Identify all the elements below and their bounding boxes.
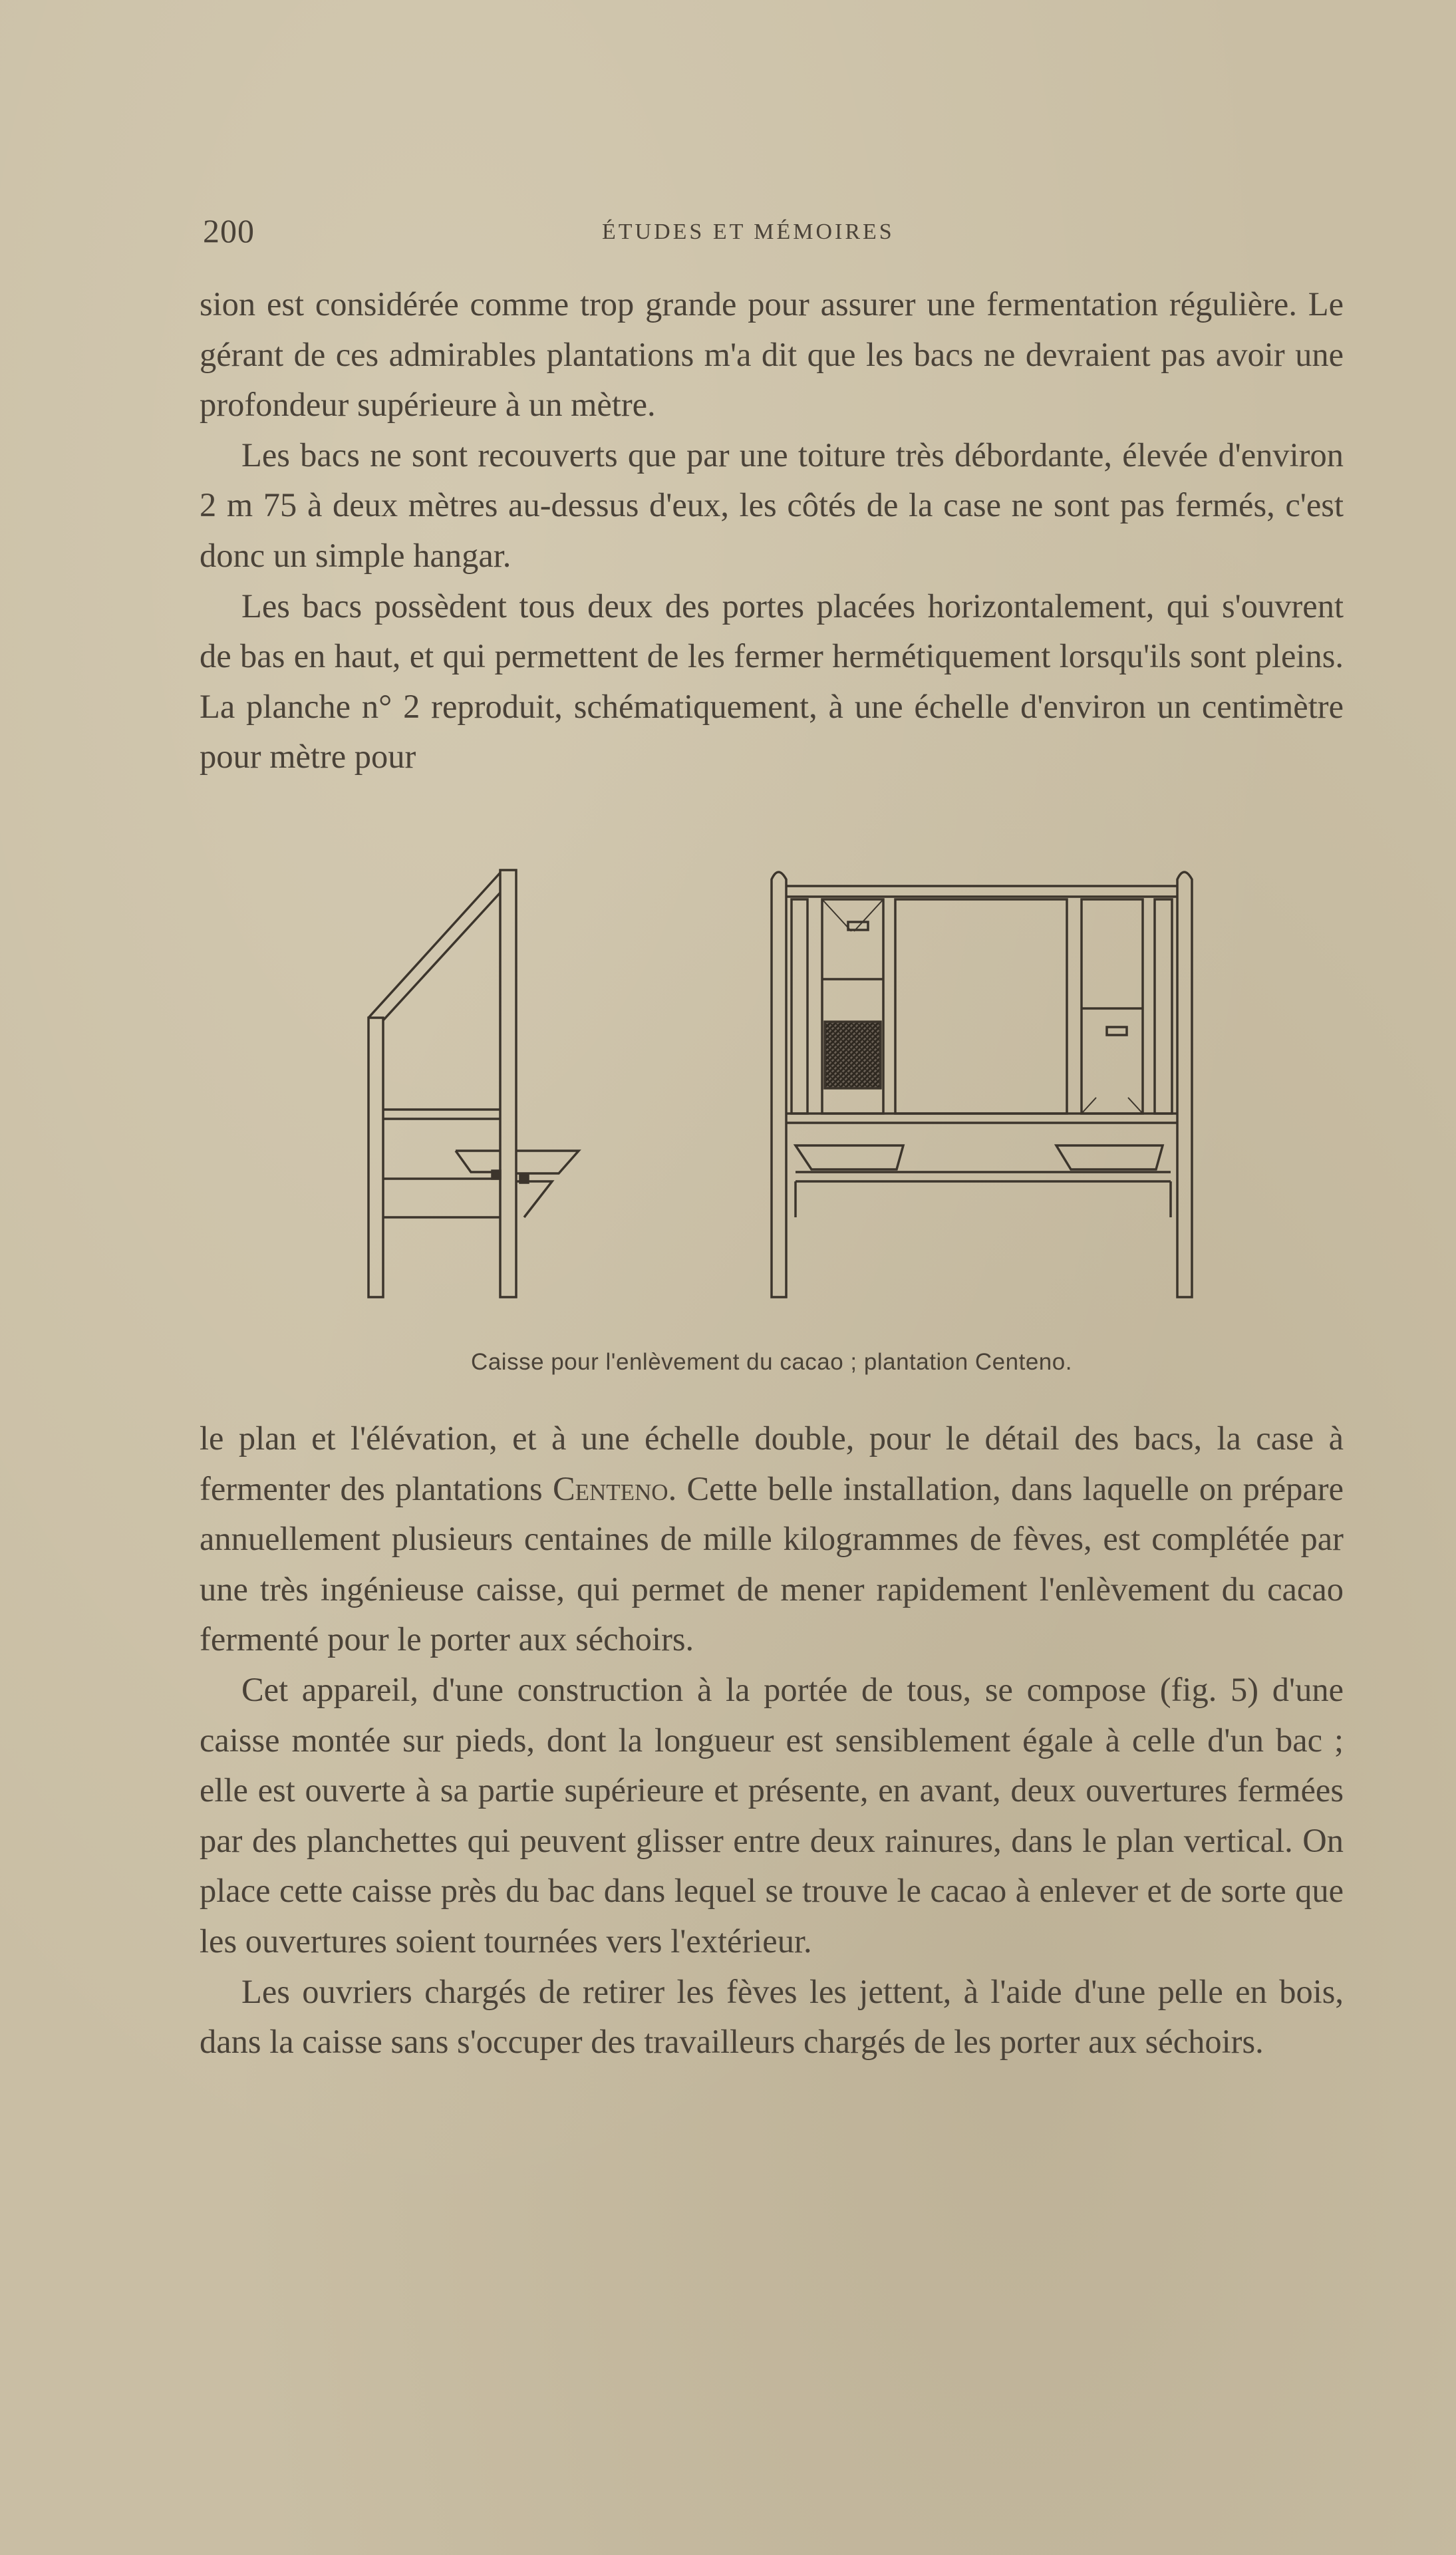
chute-profile — [516, 1151, 579, 1173]
paragraph: Les bacs possèdent tous deux des portes placées horizontalement, qui s'ouvrent de bas en haut, et qui permettent de les fermer hermétiquement lorsqu'ils sont pleins. La planche n° 2 reproduit, schématiquement, à une échelle d'environ un centimètre pour mètre pour — [200, 587, 1344, 776]
front-post — [500, 870, 516, 1297]
trough-left — [796, 1145, 903, 1169]
bolt — [492, 1171, 500, 1179]
side-elevation-drawing — [368, 870, 579, 1297]
groove — [1082, 1098, 1143, 1114]
figure-drawing — [346, 858, 1211, 1324]
sloped-lid-outer — [368, 873, 500, 1018]
center-panel — [895, 899, 1067, 1114]
trough-right — [1056, 1145, 1163, 1169]
trough-profile — [456, 1151, 500, 1172]
left-post — [772, 872, 786, 1297]
paragraph-text: . Cette belle installation, dans laquelle on prépare annuellement plusieurs centaines de mille kilogrammes de fèves, est complétée par une très ingénieuse caisse, qui permet de mener rapidement l'enlèvement du cacao fermenté pour le porter aux séchoirs. — [200, 1469, 1344, 1658]
paragraph-text: le plan et l'élévation, et à une échelle double, pour le détail des bacs, la case à fermenter des plantations — [200, 1420, 1344, 1507]
sloped-lid-inner — [383, 893, 500, 1020]
upright — [792, 899, 807, 1114]
text-block-top — [200, 279, 1344, 782]
handle — [1107, 1027, 1127, 1035]
paragraph: Les bacs ne sont recouverts que par une toiture très débordante, élevée d'environ 2 m 75 à deux mètres au-dessus d'eux, les côtés de la case ne sont pas fermés, c'est donc un simple hangar. — [200, 436, 1344, 574]
paragraph: Cet appareil, d'une construction à la portée de tous, se compose (fig. 5) d'une caisse montée sur pieds, dont la longueur est sensiblement égale à celle d'un bac ; elle est ouverte à sa partie supérieure et présente, en avant, deux ouvertures fermées par des planchettes qui peuvent glisser entre deux rainures, dans le plan vertical. On place cette caisse près du bac dans lequel se trouve le cacao à enlever et de sorte que les ouvertures soient tournées vers l'extérieur. — [200, 1670, 1344, 1960]
figure-cacao-box — [346, 858, 1211, 1324]
chute-support — [516, 1181, 552, 1217]
groove — [822, 899, 883, 931]
page-number: 200 — [203, 212, 255, 249]
paragraph — [200, 1414, 1344, 1665]
right-opening — [1082, 899, 1143, 1114]
bolt — [520, 1175, 528, 1183]
upright — [1155, 899, 1172, 1114]
cacao-fill — [825, 1022, 881, 1088]
back-post — [368, 1018, 383, 1297]
running-head — [203, 212, 1334, 251]
front-elevation-drawing — [772, 872, 1192, 1297]
text-block-bottom — [200, 1414, 1344, 2067]
right-post — [1177, 872, 1192, 1297]
running-title: ÉTUDES ET MÉMOIRES — [602, 220, 895, 244]
figure-caption: Caisse pour l'enlèvement du cacao ; plantation Centeno. — [471, 1349, 1072, 1375]
paragraph: Les ouvriers chargés de retirer les fèves les jettent, à l'aide d'une pelle en bois, dans la caisse sans s'occuper des travailleurs chargés de les porter aux séchoirs. — [200, 1972, 1344, 2061]
plantation-name: Centeno — [552, 1469, 668, 1507]
paragraph: sion est considérée comme trop grande pour assurer une fermentation régulière. Le gérant de ces admirables plantations m'a dit que les bacs ne devraient pas avoir une profondeur supérieure à un mètre. — [200, 285, 1344, 424]
